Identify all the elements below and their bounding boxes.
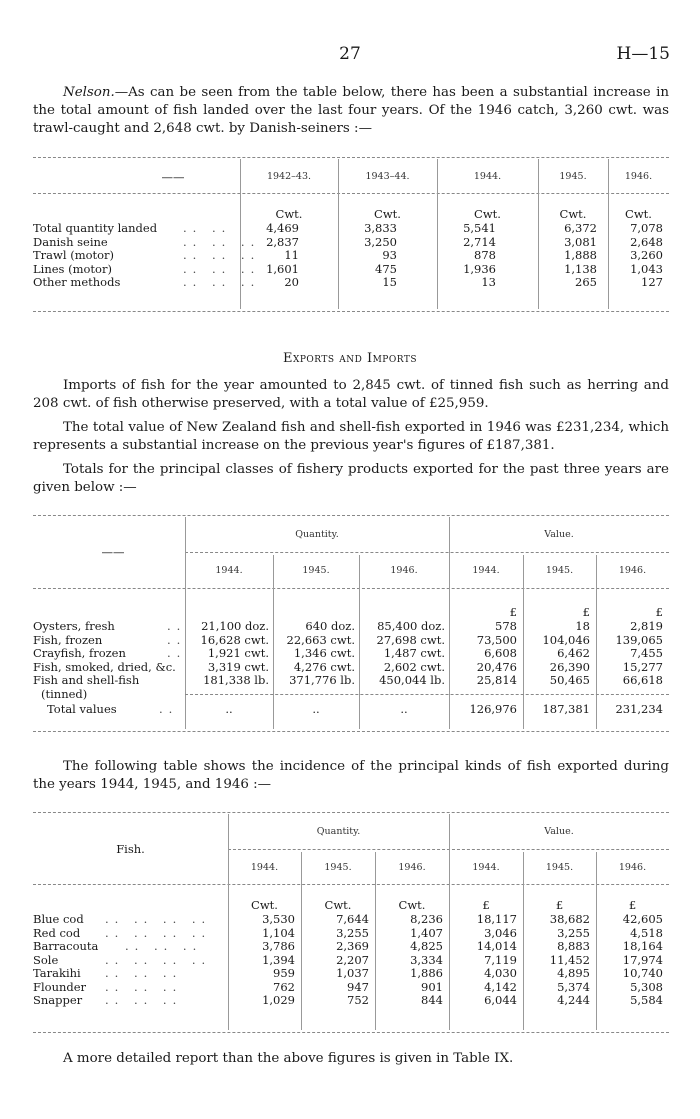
table2-quantity-cell: 1,921 cwt. bbox=[207, 646, 269, 660]
column-rule bbox=[449, 814, 450, 1030]
table3-quantity-year: 1946. bbox=[398, 862, 426, 873]
table3-fish-header: Fish. bbox=[116, 842, 145, 856]
table2-quantity-cell: 2,602 cwt. bbox=[383, 659, 445, 674]
table-rule bbox=[33, 812, 669, 813]
table2-row-label: Fish and shell-fish bbox=[33, 673, 140, 687]
table1-unit: Cwt. bbox=[275, 207, 303, 221]
table1-cell: 6,372 bbox=[564, 221, 597, 235]
table-rule bbox=[33, 515, 669, 516]
table2-value-cell: 2,819 bbox=[630, 619, 663, 633]
table2-quantity-cell: 181,338 lb. bbox=[203, 673, 269, 687]
table3-value-cell: 3,046 bbox=[484, 925, 517, 940]
table2-value-cell: 73,500 bbox=[476, 632, 517, 647]
table2-value-year: 1944. bbox=[472, 565, 500, 576]
table2-total-quantity: .. bbox=[400, 702, 408, 716]
table3-quantity-year: 1945. bbox=[324, 862, 352, 873]
table3-quantity-header: Quantity. bbox=[316, 826, 361, 837]
table1-cell: 15 bbox=[382, 275, 397, 289]
table2-value-cell: 15,277 bbox=[622, 659, 663, 674]
table2-value-year: 1945. bbox=[545, 565, 574, 576]
table2-value-year: 1946. bbox=[618, 565, 647, 576]
table1-unit: Cwt. bbox=[474, 207, 501, 221]
table3-quantity-cell: 3,334 bbox=[410, 952, 443, 967]
table2-row-dots: .. bbox=[167, 619, 187, 633]
table3-value-cell: 10,740 bbox=[622, 966, 663, 980]
table1-row-label: Lines (motor) bbox=[33, 261, 112, 276]
table2-quantity-cell: 640 doz. bbox=[305, 619, 355, 633]
table1-cell: 1,601 bbox=[266, 261, 299, 276]
table2-value-cell: 26,390 bbox=[549, 659, 590, 674]
table3-row-dots: .. .. .. bbox=[105, 966, 183, 980]
table1-cell: 3,260 bbox=[630, 248, 663, 262]
table3-value-year: 1945. bbox=[545, 862, 574, 873]
table3-row-label: Flounder bbox=[33, 979, 87, 994]
table3-value-cell: 6,044 bbox=[484, 993, 517, 1007]
page-header bbox=[0, 44, 700, 66]
table3-row-label: Blue cod bbox=[33, 912, 84, 926]
table1-cell: 1,888 bbox=[564, 248, 597, 262]
table3-row-label: Red cod bbox=[33, 925, 81, 940]
table2-value-cell: 66,618 bbox=[622, 673, 663, 687]
table3-row-label: Barracouta bbox=[33, 939, 99, 953]
table3-row-dots: .. .. .. .. bbox=[105, 952, 212, 967]
table-rule bbox=[33, 1032, 669, 1033]
column-rule bbox=[375, 852, 376, 1030]
table2-currency: £ bbox=[582, 605, 590, 619]
table1-dash: —— bbox=[161, 170, 185, 184]
table1-unit: Cwt. bbox=[559, 207, 587, 221]
table3-value-header: Value. bbox=[544, 826, 574, 837]
table3-value-cell: 38,682 bbox=[549, 912, 590, 926]
table1-cell: 1,138 bbox=[564, 261, 597, 276]
table1-cell: 20 bbox=[284, 275, 299, 289]
table3-row-dots: .. .. .. .. bbox=[105, 912, 212, 926]
table3-value-cell: 42,605 bbox=[622, 912, 663, 926]
table3-value-year: 1944. bbox=[472, 862, 500, 873]
table2-value-cell: 25,814 bbox=[476, 673, 517, 687]
table3-quantity-cell: 3,530 bbox=[262, 912, 295, 926]
column-rule bbox=[301, 852, 302, 1030]
table3-row-dots: .. .. .. bbox=[125, 939, 203, 953]
table3-row-label: Tarakihi bbox=[33, 966, 81, 980]
table2-quantity-cell: 1,346 cwt. bbox=[293, 646, 355, 660]
table1-cell: 1,936 bbox=[463, 261, 496, 276]
table3-value-cell: 5,584 bbox=[630, 993, 663, 1007]
table1-cell: 1,043 bbox=[630, 261, 663, 276]
table-rule bbox=[33, 731, 669, 732]
table1-cell: 7,078 bbox=[630, 221, 663, 235]
table3-quantity-cell: 3,786 bbox=[262, 939, 295, 953]
table-rule bbox=[33, 884, 669, 885]
table2-quantity-cell: 27,698 cwt. bbox=[376, 632, 445, 647]
table3-unit: Cwt. bbox=[398, 898, 426, 912]
table2-quantity-cell: 4,276 cwt. bbox=[293, 659, 355, 674]
table2-row-label: Crayfish, frozen bbox=[33, 646, 126, 660]
table3-quantity-cell: 2,369 bbox=[336, 939, 369, 953]
page-number: 27 bbox=[339, 44, 361, 64]
table3-value-cell: 3,255 bbox=[557, 925, 590, 940]
table3-quantity-cell: 947 bbox=[347, 979, 369, 994]
column-rule bbox=[523, 555, 524, 729]
table2-total-value: 126,976 bbox=[469, 702, 517, 716]
table2-value-cell: 50,465 bbox=[549, 673, 590, 687]
table3-quantity-cell: 1,029 bbox=[262, 993, 295, 1007]
table3-row-dots: .. .. .. bbox=[105, 993, 183, 1007]
table2-row-label: Fish, frozen bbox=[33, 632, 103, 647]
table2-quantity-cell: 3,319 cwt. bbox=[207, 659, 269, 674]
table3-value-cell: 14,014 bbox=[476, 939, 517, 953]
table3-quantity-cell: 1,886 bbox=[410, 966, 443, 980]
table2-quantity-cell: 21,100 doz. bbox=[201, 619, 269, 633]
fish-kinds-table bbox=[33, 812, 669, 1034]
section-heading: Exports and Imports bbox=[282, 351, 418, 366]
table2-quantity-cell: 85,400 doz. bbox=[377, 619, 445, 633]
table1-row-label: Other methods bbox=[33, 275, 121, 289]
table1-cell: 878 bbox=[474, 248, 496, 262]
column-rule bbox=[228, 814, 229, 1030]
table3-quantity-cell: 762 bbox=[273, 979, 295, 994]
incidence-paragraph: The following table shows the incidence of the principal kinds of fish exported during the years 1944, 1945, and 1946 :— bbox=[33, 759, 669, 792]
table3-value-cell: 11,452 bbox=[549, 952, 590, 967]
document-reference: H—15 bbox=[616, 44, 670, 64]
table3-quantity-cell: 1,104 bbox=[262, 925, 295, 940]
table1-cell: 2,648 bbox=[630, 234, 663, 249]
classes-paragraph: Totals for the principal classes of fishery products exported for the past three years are given below :— bbox=[33, 462, 669, 495]
table1-cell: 11 bbox=[284, 248, 299, 262]
table3-quantity-cell: 959 bbox=[273, 966, 295, 980]
table1-year-header: 1943–44. bbox=[365, 171, 410, 182]
table1-row-label: Total quantity landed bbox=[33, 221, 158, 235]
table2-quantity-cell: 371,776 lb. bbox=[289, 673, 355, 687]
table1-row-dots: .. .. .. bbox=[183, 261, 261, 276]
table3-unit: Cwt. bbox=[324, 898, 352, 912]
table3-value-cell: 7,119 bbox=[484, 952, 517, 967]
table2-quantity-cell: 1,487 cwt. bbox=[383, 646, 445, 660]
table2-value-cell: 20,476 bbox=[476, 659, 517, 674]
table2-quantity-cell: 450,044 lb. bbox=[379, 673, 445, 687]
table2-value-cell: 578 bbox=[495, 619, 517, 633]
table2-currency: £ bbox=[509, 605, 517, 619]
table3-quantity-cell: 1,407 bbox=[410, 925, 443, 940]
table2-total-quantity: .. bbox=[312, 702, 320, 716]
table1-year-header: 1944. bbox=[473, 171, 502, 182]
table1-cell: 3,081 bbox=[564, 234, 597, 249]
column-rule bbox=[449, 517, 450, 729]
table3-value-cell: 5,308 bbox=[630, 979, 663, 994]
table-rule bbox=[33, 157, 669, 158]
table1-year-header: 1945. bbox=[559, 171, 587, 182]
table1-row-dots: .. .. .. bbox=[183, 248, 261, 262]
imports-paragraph: Imports of fish for the year amounted to 2,845 cwt. of tinned fish such as herring and 208 cwt. of fish otherwise preserved, with a total value of £25,959. bbox=[33, 378, 669, 411]
landings-table bbox=[33, 157, 669, 313]
table2-currency: £ bbox=[655, 605, 663, 619]
table2-row-dots: .. bbox=[167, 632, 187, 647]
table3-quantity-cell: 3,255 bbox=[336, 925, 369, 940]
table2-row-dots: .. bbox=[167, 646, 187, 660]
table3-quantity-cell: 1,037 bbox=[336, 966, 369, 980]
table2-value-cell: 139,065 bbox=[615, 632, 663, 647]
table1-unit: Cwt. bbox=[374, 207, 401, 221]
table1-cell: 475 bbox=[375, 261, 397, 276]
nelson-paragraph bbox=[33, 84, 669, 138]
table2-dash: —— bbox=[101, 545, 125, 559]
table1-cell: 265 bbox=[575, 275, 597, 289]
table2-row-label: Fish, smoked, dried, &c. bbox=[33, 659, 176, 674]
table3-currency: £ bbox=[628, 898, 637, 912]
table3-quantity-year: 1944. bbox=[250, 862, 279, 873]
table2-tinned-label: (tinned) bbox=[41, 686, 88, 701]
table3-value-year: 1946. bbox=[618, 862, 647, 873]
table-rule bbox=[33, 311, 669, 312]
table1-cell: 93 bbox=[382, 248, 397, 262]
table3-value-cell: 18,164 bbox=[622, 939, 663, 953]
table3-value-cell: 4,142 bbox=[484, 979, 517, 994]
table3-row-dots: .. .. .. .. bbox=[105, 925, 212, 940]
table2-value-header: Value. bbox=[544, 529, 574, 540]
table3-value-cell: 17,974 bbox=[622, 952, 663, 967]
table2-row-label: Oysters, fresh bbox=[33, 619, 115, 633]
table1-row-dots: .. .. .. bbox=[183, 275, 261, 289]
table3-currency: £ bbox=[555, 898, 564, 912]
closing-paragraph: A more detailed report than the above figures is given in Table IX. bbox=[63, 1051, 514, 1066]
table3-quantity-cell: 752 bbox=[347, 993, 369, 1007]
column-rule bbox=[596, 555, 597, 729]
table3-row-label: Snapper bbox=[33, 993, 83, 1007]
table-rule bbox=[33, 588, 669, 589]
table2-value-cell: 6,462 bbox=[557, 646, 590, 660]
table2-value-cell: 7,455 bbox=[630, 646, 663, 660]
table2-quantity-header: Quantity. bbox=[295, 529, 339, 540]
exports-total-paragraph: The total value of New Zealand fish and shell-fish exported in 1946 was £231,234, which represents a substantial increase on the previous year's figures of £187,381. bbox=[33, 420, 669, 453]
table1-row-dots: .. .. .. bbox=[183, 234, 261, 249]
table3-currency: £ bbox=[482, 898, 490, 912]
table2-quantity-year: 1945. bbox=[302, 565, 330, 576]
table3-quantity-cell: 901 bbox=[421, 979, 443, 994]
table2-quantity-year: 1946. bbox=[390, 565, 418, 576]
table3-quantity-cell: 844 bbox=[421, 993, 443, 1007]
table2-total-dots: .. bbox=[159, 702, 179, 716]
table1-cell: 2,837 bbox=[266, 234, 299, 249]
table2-value-cell: 104,046 bbox=[542, 632, 590, 647]
table3-value-cell: 8,883 bbox=[557, 939, 590, 953]
table1-cell: 4,469 bbox=[266, 221, 299, 235]
table1-cell: 13 bbox=[481, 275, 496, 289]
table2-total-label: Total values bbox=[47, 702, 117, 716]
table1-year-header: 1942–43. bbox=[266, 171, 312, 182]
table2-total-value: 231,234 bbox=[615, 702, 663, 716]
table1-row-label: Danish seine bbox=[33, 234, 108, 249]
table1-cell: 3,833 bbox=[364, 221, 397, 235]
table3-row-dots: .. .. .. bbox=[105, 979, 183, 994]
table3-quantity-cell: 4,825 bbox=[410, 939, 443, 953]
table3-value-cell: 4,518 bbox=[630, 925, 663, 940]
table2-total-quantity: .. bbox=[225, 702, 233, 716]
table2-value-cell: 18 bbox=[575, 619, 590, 633]
table1-cell: 5,541 bbox=[463, 221, 496, 235]
table2-quantity-cell: 22,663 cwt. bbox=[286, 632, 355, 647]
table2-quantity-cell: 16,628 cwt. bbox=[200, 632, 269, 647]
nelson-text: —As can be seen from the table below, there has been a substantial increase in the total amount of fish landed over the last four years. Of the 1946 catch, 3,260 cwt. was trawl-caught and 2,648 cwt. by Danish-seiners :— bbox=[33, 85, 669, 136]
table3-value-cell: 18,117 bbox=[476, 912, 517, 926]
table2-value-cell: 6,608 bbox=[484, 646, 517, 660]
table1-row-dots: .. .. bbox=[183, 221, 232, 235]
table1-row-label: Trawl (motor) bbox=[33, 248, 115, 262]
table-rule bbox=[33, 193, 669, 194]
table3-value-cell: 4,895 bbox=[557, 966, 590, 980]
table1-cell: 127 bbox=[641, 275, 663, 289]
table3-quantity-cell: 8,236 bbox=[410, 912, 443, 926]
table3-unit: Cwt. bbox=[251, 898, 278, 912]
table3-quantity-cell: 2,207 bbox=[336, 952, 369, 967]
table3-value-cell: 4,244 bbox=[557, 993, 590, 1007]
nelson-lead: Nelson. bbox=[63, 85, 115, 100]
table2-total-value: 187,381 bbox=[542, 702, 590, 716]
table-rule bbox=[185, 694, 669, 695]
table3-quantity-cell: 7,644 bbox=[336, 912, 369, 926]
table3-value-cell: 5,374 bbox=[557, 979, 590, 994]
table1-cell: 3,250 bbox=[364, 234, 397, 249]
table1-unit: Cwt. bbox=[625, 207, 652, 221]
column-rule bbox=[523, 852, 524, 1030]
table1-year-header: 1946. bbox=[624, 171, 653, 182]
table3-value-cell: 4,030 bbox=[484, 966, 517, 980]
table2-quantity-year: 1944. bbox=[215, 565, 243, 576]
table3-row-label: Sole bbox=[33, 952, 59, 967]
column-rule bbox=[596, 852, 597, 1030]
table3-quantity-cell: 1,394 bbox=[262, 952, 295, 967]
table-rule bbox=[185, 552, 669, 553]
table1-cell: 2,714 bbox=[463, 234, 496, 249]
exports-classes-table bbox=[33, 515, 669, 733]
